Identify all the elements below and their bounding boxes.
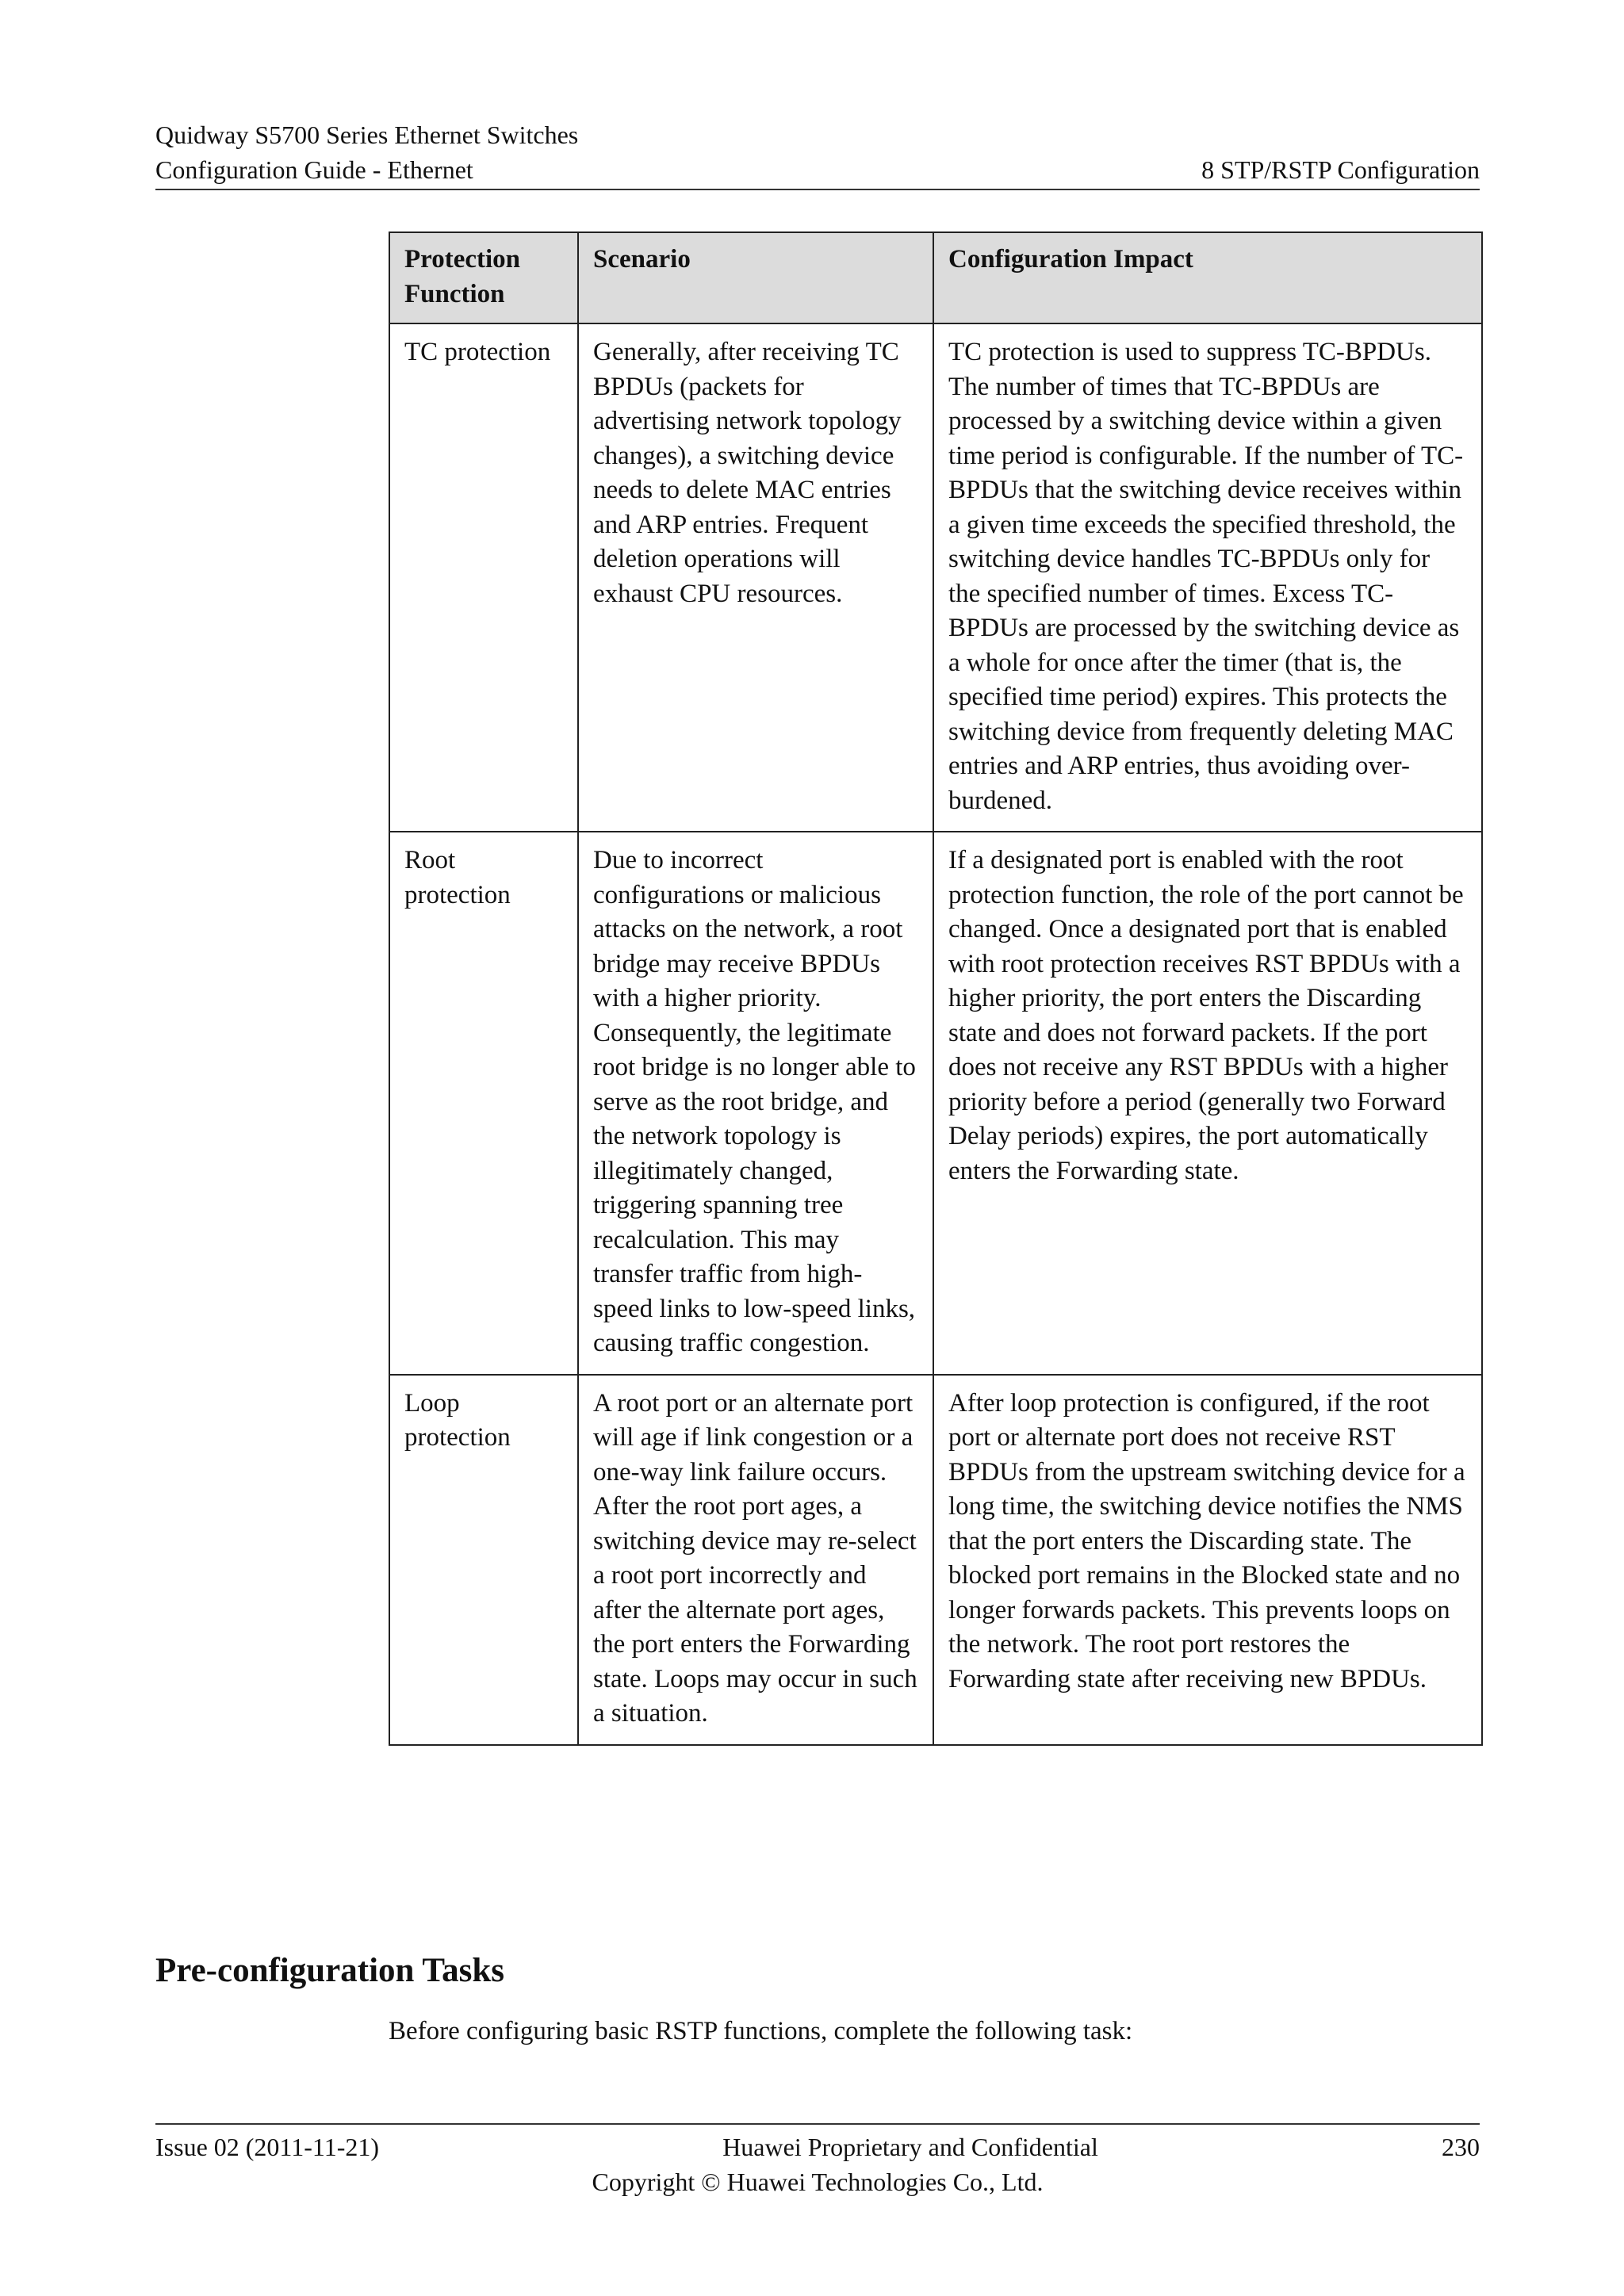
table-row-loop-protection <box>389 1375 1482 1745</box>
section-heading: Pre-configuration Tasks <box>155 1952 505 1989</box>
cell-configuration-impact: If a designated port is enabled with the root protection function, the role of the port cannot be changed. Once a designated port that is enabled with root protection receives RST BPDUs with a higher priority, the port enters the Discarding state and does not forward packets. If the port does not receive any RST BPDUs with a higher priority before a period (generally two Forward Delay periods) expires, the port automatically enters the Forwarding state. <box>933 832 1482 1375</box>
section-intro: Before configuring basic RSTP functions, complete the following task: <box>389 2017 1133 2045</box>
cell-protection-function: TC protection <box>389 323 578 832</box>
cell-configuration-impact: After loop protection is configured, if the root port or alternate port does not receive RST BPDUs from the upstream switching device for a long time, the switching device notifies the NMS that the port enters the Discarding state. The blocked port remains in the Blocked state and no longer forwards packets. This prevents loops on the network. The root port restores the Forwarding state after receiving new BPDUs. <box>933 1375 1482 1745</box>
table-header-row <box>389 232 1482 323</box>
column-header-configuration-impact: Configuration Impact <box>933 232 1482 323</box>
cell-scenario: A root port or an alternate port will age if link congestion or a one-way link failure occurs. After the root port ages, a switching device may re-select a root port incorrectly and after the alternate port ages, the port enters the Forwarding state. Loops may occur in such a situation. <box>578 1375 933 1745</box>
cell-scenario: Due to incorrect configurations or malicious attacks on the network, a root bridge may receive BPDUs with a higher priority. Consequently, the legitimate root bridge is no longer able to serve as the root bridge, and the network topology is illegitimately changed, triggering spanning tree recalculation. This may transfer traffic from high-speed links to low-speed links, causing traffic congestion. <box>578 832 933 1375</box>
table-row-root-protection <box>389 832 1482 1375</box>
cell-scenario: Generally, after receiving TC BPDUs (packets for advertising network topology changes), a switching device needs to delete MAC entries and ARP entries. Frequent deletion operations will exhaust CPU resources. <box>578 323 933 832</box>
header-chapter: 8 STP/RSTP Configuration <box>1201 155 1480 184</box>
cell-protection-function: Root protection <box>389 832 578 1375</box>
column-header-scenario: Scenario <box>578 232 933 323</box>
page-footer <box>155 2123 1480 2199</box>
footer-row <box>155 2130 1480 2164</box>
header-row-bottom <box>155 152 1480 187</box>
header-product: Quidway S5700 Series Ethernet Switches <box>155 121 579 149</box>
footer-issue: Issue 02 (2011-11-21) <box>155 2133 380 2161</box>
page-header <box>155 117 1480 190</box>
cell-protection-function: Loop protection <box>389 1375 578 1745</box>
footer-confidential: Huawei Proprietary and Confidential <box>722 2133 1098 2161</box>
cell-configuration-impact: TC protection is used to suppress TC-BPDUs. The number of times that TC-BPDUs are processed by a switching device within a given time period is configurable. If the number of TC-BPDUs that the switching device receives within a given time exceeds the specified threshold, the switching device handles TC-BPDUs only for the specified number of times. Excess TC-BPDUs are processed by the switching device as a whole for once after the timer (that is, the specified time period) expires. This protects the switching device from frequently deleting MAC entries and ARP entries, thus avoiding over-burdened. <box>933 323 1482 832</box>
table-row-tc-protection <box>389 323 1482 832</box>
footer-page-number: 230 <box>1442 2133 1480 2161</box>
header-row-top <box>155 117 1480 152</box>
column-header-protection-function: Protection Function <box>389 232 578 323</box>
protection-function-table <box>389 232 1483 1746</box>
footer-copyright: Copyright © Huawei Technologies Co., Ltd. <box>592 2168 1044 2196</box>
header-guide: Configuration Guide - Ethernet <box>155 155 473 184</box>
